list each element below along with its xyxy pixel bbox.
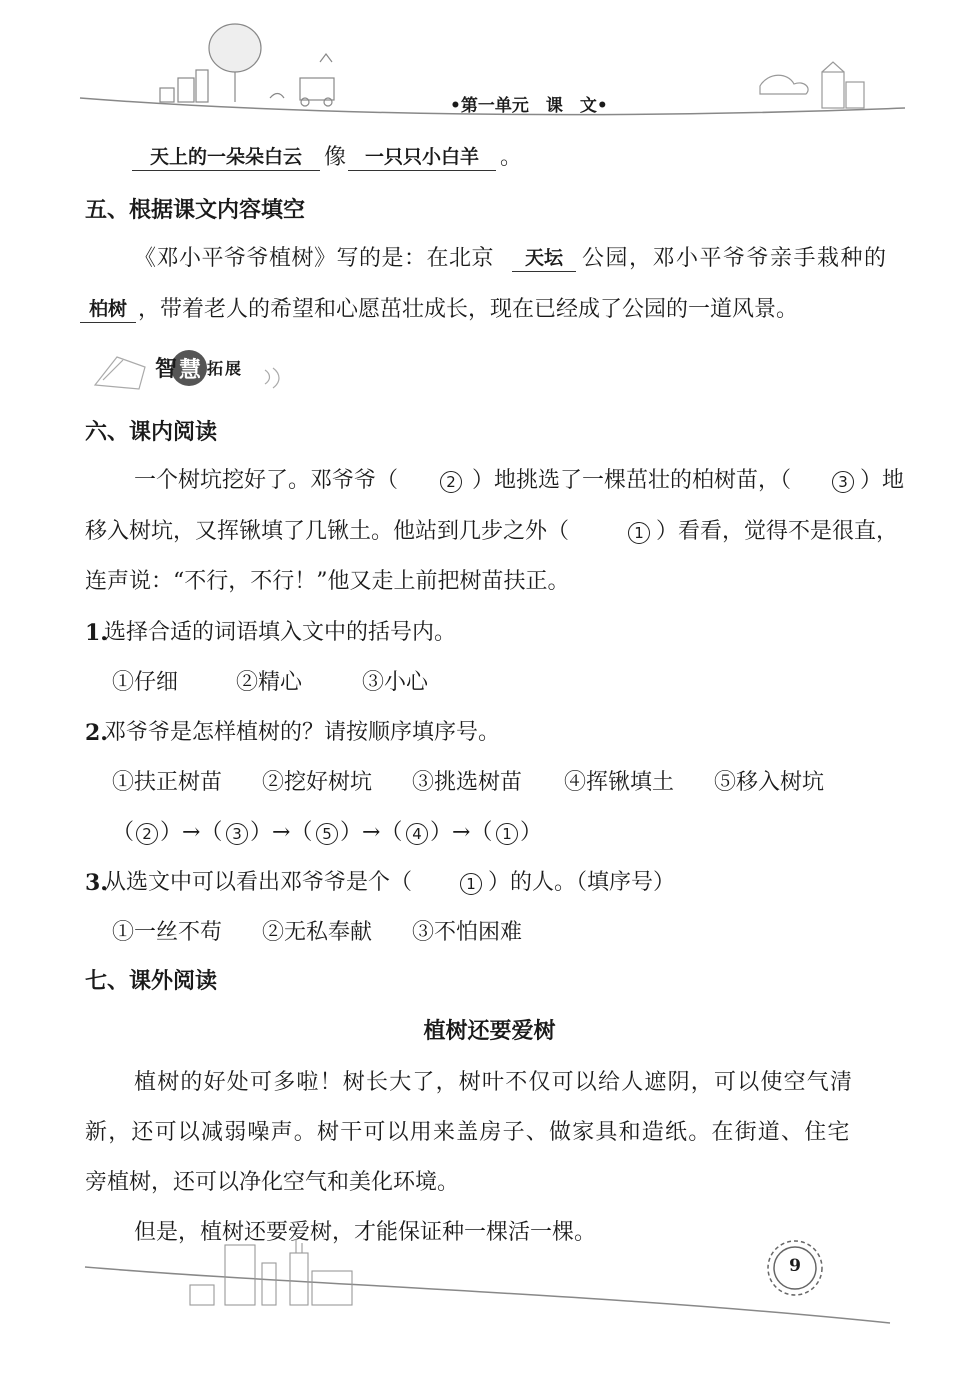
- section-heading: 五、根据课文内容填空: [85, 198, 306, 223]
- question-text: ）的人。（填序号）: [488, 870, 676, 895]
- option: ③不怕困难: [412, 920, 523, 945]
- option: ①仔细: [112, 670, 179, 695]
- text: ）地: [860, 468, 905, 493]
- circled-answer: 4: [406, 823, 428, 845]
- answer-blank: 天坛: [512, 245, 576, 272]
- text: 《邓小平爷爷植树》写的是：在北京: [134, 246, 495, 271]
- option: ②挖好树坑: [262, 770, 373, 795]
- answer-blank: 天上的一朵朵白云: [132, 144, 320, 171]
- option: ③小心: [362, 670, 429, 695]
- question-number: 3.: [85, 870, 108, 896]
- text: ）地挑选了一棵茁壮的柏树苗，（: [472, 468, 792, 493]
- badge-char: 拓: [207, 359, 224, 378]
- article-line: 但是，植树还要爱树，才能保证种一棵活一棵。: [134, 1220, 597, 1245]
- section-heading: 六、课内阅读: [85, 420, 218, 445]
- badge-char: 展: [225, 359, 242, 378]
- answer-blank: 一只只小白羊: [348, 144, 496, 171]
- question-text: 从选文中可以看出邓爷爷是个（: [104, 870, 413, 895]
- circled-answer: 2: [136, 823, 158, 845]
- footer-decoration: [0, 1235, 979, 1345]
- text: 移入树坑，又挥锹填了几锹土。他站到几步之外（: [85, 519, 570, 544]
- circled-answer: 2: [440, 471, 462, 493]
- option: ②精心: [236, 670, 303, 695]
- badge-char: 智: [155, 357, 178, 382]
- circled-answer: 3: [226, 823, 248, 845]
- text: ，带着老人的希望和心愿茁壮成长，现在已经成了公园的一道风景。: [138, 297, 799, 322]
- article-line: 新，还可以减弱噪声。树干可以用来盖房子、做家具和造纸。在街道、住宅: [85, 1120, 851, 1145]
- page-number: 9: [789, 1256, 801, 1276]
- option: ③挑选树苗: [412, 770, 523, 795]
- section-heading: 七、课外阅读: [85, 969, 218, 994]
- article-title: 植树还要爱树: [423, 1019, 556, 1044]
- circled-answer: 3: [832, 471, 854, 493]
- article-line: 旁植树，还可以净化空气和美化环境。: [85, 1170, 460, 1195]
- question-text: 选择合适的词语填入文中的括号内。: [104, 620, 457, 645]
- wisdom-badge: [85, 340, 285, 400]
- answer-blank: 柏树: [80, 296, 136, 323]
- sec6-line-3: 连声说：“不行，不行！”他又走上前把树苗扶正。: [85, 569, 570, 594]
- text: 像: [324, 145, 347, 170]
- text: ）看看，觉得不是很直，: [656, 519, 899, 544]
- circled-answer: 1: [628, 522, 650, 544]
- option: ⑤移入树坑: [714, 770, 825, 795]
- text: 。: [500, 145, 523, 170]
- option: ②无私奉献: [262, 920, 373, 945]
- text: 公园，邓小平爷爷亲手栽种的: [582, 246, 888, 271]
- question-number: 2.: [85, 720, 108, 746]
- header-title: •第一单元 课 文•: [450, 96, 608, 116]
- article-line: 植树的好处可多啦！树长大了，树叶不仅可以给人遮阴，可以使空气清: [134, 1070, 854, 1095]
- text: 一个树坑挖好了。邓爷爷（: [134, 468, 399, 493]
- question-text: 邓爷爷是怎样植树的？请按顺序填序号。: [104, 720, 501, 745]
- question-number: 1.: [85, 620, 108, 646]
- badge-char: 慧: [179, 358, 202, 383]
- circled-answer: 5: [316, 823, 338, 845]
- circled-answer: 1: [496, 823, 518, 845]
- circled-answer: 1: [460, 873, 482, 895]
- option: ④挥锹填土: [564, 770, 675, 795]
- option: ①一丝不苟: [112, 920, 223, 945]
- option: ①扶正树苗: [112, 770, 223, 795]
